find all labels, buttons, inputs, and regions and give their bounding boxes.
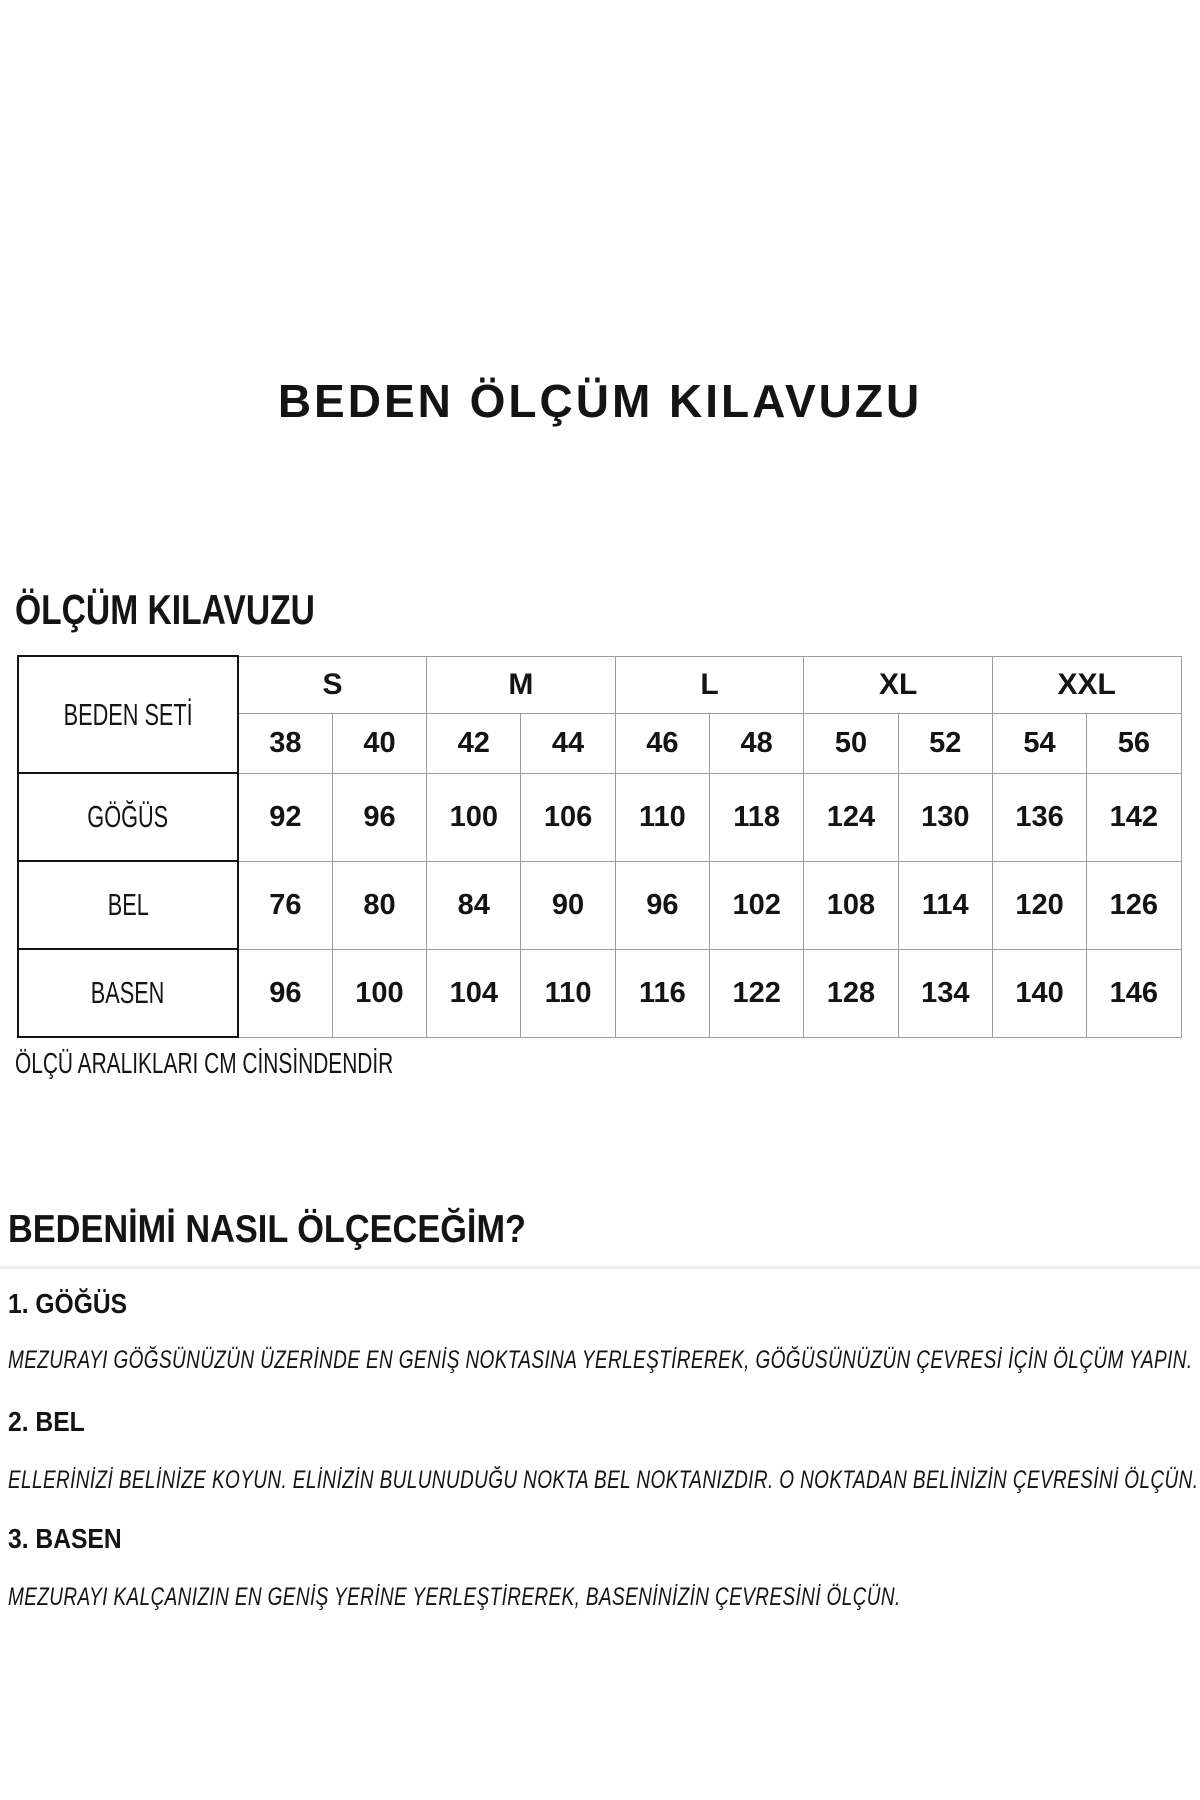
measure-value-cell: 108 — [804, 861, 898, 949]
size-letter-cell: XXL — [992, 656, 1181, 713]
size-number-cell: 44 — [521, 713, 615, 773]
size-number-cell: 50 — [804, 713, 898, 773]
measure-row-label: BASEN — [18, 949, 238, 1037]
how-to-measure-heading — [8, 1208, 597, 1252]
measure-value-cell: 110 — [615, 773, 709, 861]
instruction-2-heading-text: 2. BEL — [8, 1406, 85, 1437]
size-number-cell: 42 — [427, 713, 521, 773]
measure-value-cell: 116 — [615, 949, 709, 1037]
instruction-2-text-content: ELLERİNİZİ BELİNİZE KOYUN. ELİNİZİN BULUNUDUĞU NOKTA BEL NOKTANIZDIR. O NOKTADAN BELİNİZİN ÇEVRESİNİ ÖLÇÜN. — [8, 1466, 1199, 1494]
measure-value-cell: 122 — [710, 949, 804, 1037]
measure-value-cell: 104 — [427, 949, 521, 1037]
measure-value-cell: 114 — [898, 861, 992, 949]
size-number-cell: 40 — [332, 713, 426, 773]
measure-value-cell: 100 — [332, 949, 426, 1037]
measure-value-cell: 84 — [427, 861, 521, 949]
measure-value-cell: 96 — [615, 861, 709, 949]
measurement-guide-heading — [15, 586, 390, 634]
measure-value-cell: 118 — [710, 773, 804, 861]
instruction-3-text-content: MEZURAYI KALÇANIZIN EN GENİŞ YERİNE YERLEŞTİREREK, BASENİNİZİN ÇEVRESİNİ ÖLÇÜN. — [8, 1583, 901, 1611]
instruction-1-heading — [8, 1288, 143, 1320]
measure-value-cell: 96 — [238, 949, 332, 1037]
measure-value-cell: 136 — [992, 773, 1086, 861]
size-number-cell: 56 — [1087, 713, 1181, 773]
measure-value-cell: 90 — [521, 861, 615, 949]
measure-value-cell: 76 — [238, 861, 332, 949]
size-table-container — [17, 655, 1182, 1038]
measure-value-cell: 128 — [804, 949, 898, 1037]
measure-value-cell: 92 — [238, 773, 332, 861]
measure-value-cell: 142 — [1087, 773, 1181, 861]
size-number-cell: 54 — [992, 713, 1086, 773]
size-number-cell: 46 — [615, 713, 709, 773]
measure-value-cell: 96 — [332, 773, 426, 861]
table-footnote-text: ÖLÇÜ ARALIKLARI CM CİNSİNDENDİR — [15, 1048, 394, 1080]
table-row-header: BEDEN SETİ — [18, 656, 238, 773]
size-number-cell: 38 — [238, 713, 332, 773]
instruction-3-text — [8, 1583, 1182, 1612]
instruction-3-heading — [8, 1523, 137, 1555]
instruction-1-heading-text: 1. GÖĞÜS — [8, 1288, 128, 1319]
measure-value-cell: 140 — [992, 949, 1086, 1037]
size-letter-cell: M — [427, 656, 616, 713]
page-title: BEDEN ÖLÇÜM KILAVUZU — [277, 375, 923, 427]
instruction-1-text-content: MEZURAYI GÖĞSÜNÜZÜN ÜZERİNDE EN GENİŞ NOKTASINA YERLEŞTİREREK, GÖĞÜSÜNÜZÜN ÇEVRESİ İÇİN ÖLÇÜM YAPIN. — [8, 1346, 1193, 1374]
size-letter-cell: L — [615, 656, 804, 713]
measure-value-cell: 80 — [332, 861, 426, 949]
size-letter-cell: XL — [804, 656, 993, 713]
instruction-1-text — [8, 1346, 1200, 1375]
how-to-measure-heading-text: BEDENİMİ NASIL ÖLÇECEĞİM? — [8, 1208, 527, 1251]
measure-value-cell: 126 — [1087, 861, 1181, 949]
section-divider — [0, 1266, 1200, 1269]
instruction-3-heading-text: 3. BASEN — [8, 1523, 122, 1554]
measure-value-cell: 102 — [710, 861, 804, 949]
measure-value-cell: 124 — [804, 773, 898, 861]
measure-row-label: GÖĞÜS — [18, 773, 238, 861]
instruction-2-heading — [8, 1406, 95, 1438]
measure-value-cell: 106 — [521, 773, 615, 861]
table-footnote — [15, 1048, 540, 1081]
measure-value-cell: 100 — [427, 773, 521, 861]
measure-value-cell: 130 — [898, 773, 992, 861]
size-letter-cell: S — [238, 656, 427, 713]
size-number-cell: 52 — [898, 713, 992, 773]
measure-value-cell: 146 — [1087, 949, 1181, 1037]
measure-value-cell: 120 — [992, 861, 1086, 949]
measure-value-cell: 110 — [521, 949, 615, 1037]
measure-row-label: BEL — [18, 861, 238, 949]
size-table — [17, 655, 1182, 1038]
measure-value-cell: 134 — [898, 949, 992, 1037]
instruction-2-text — [8, 1466, 1200, 1495]
measurement-guide-heading-text: ÖLÇÜM KILAVUZU — [15, 586, 315, 633]
size-number-cell: 48 — [710, 713, 804, 773]
